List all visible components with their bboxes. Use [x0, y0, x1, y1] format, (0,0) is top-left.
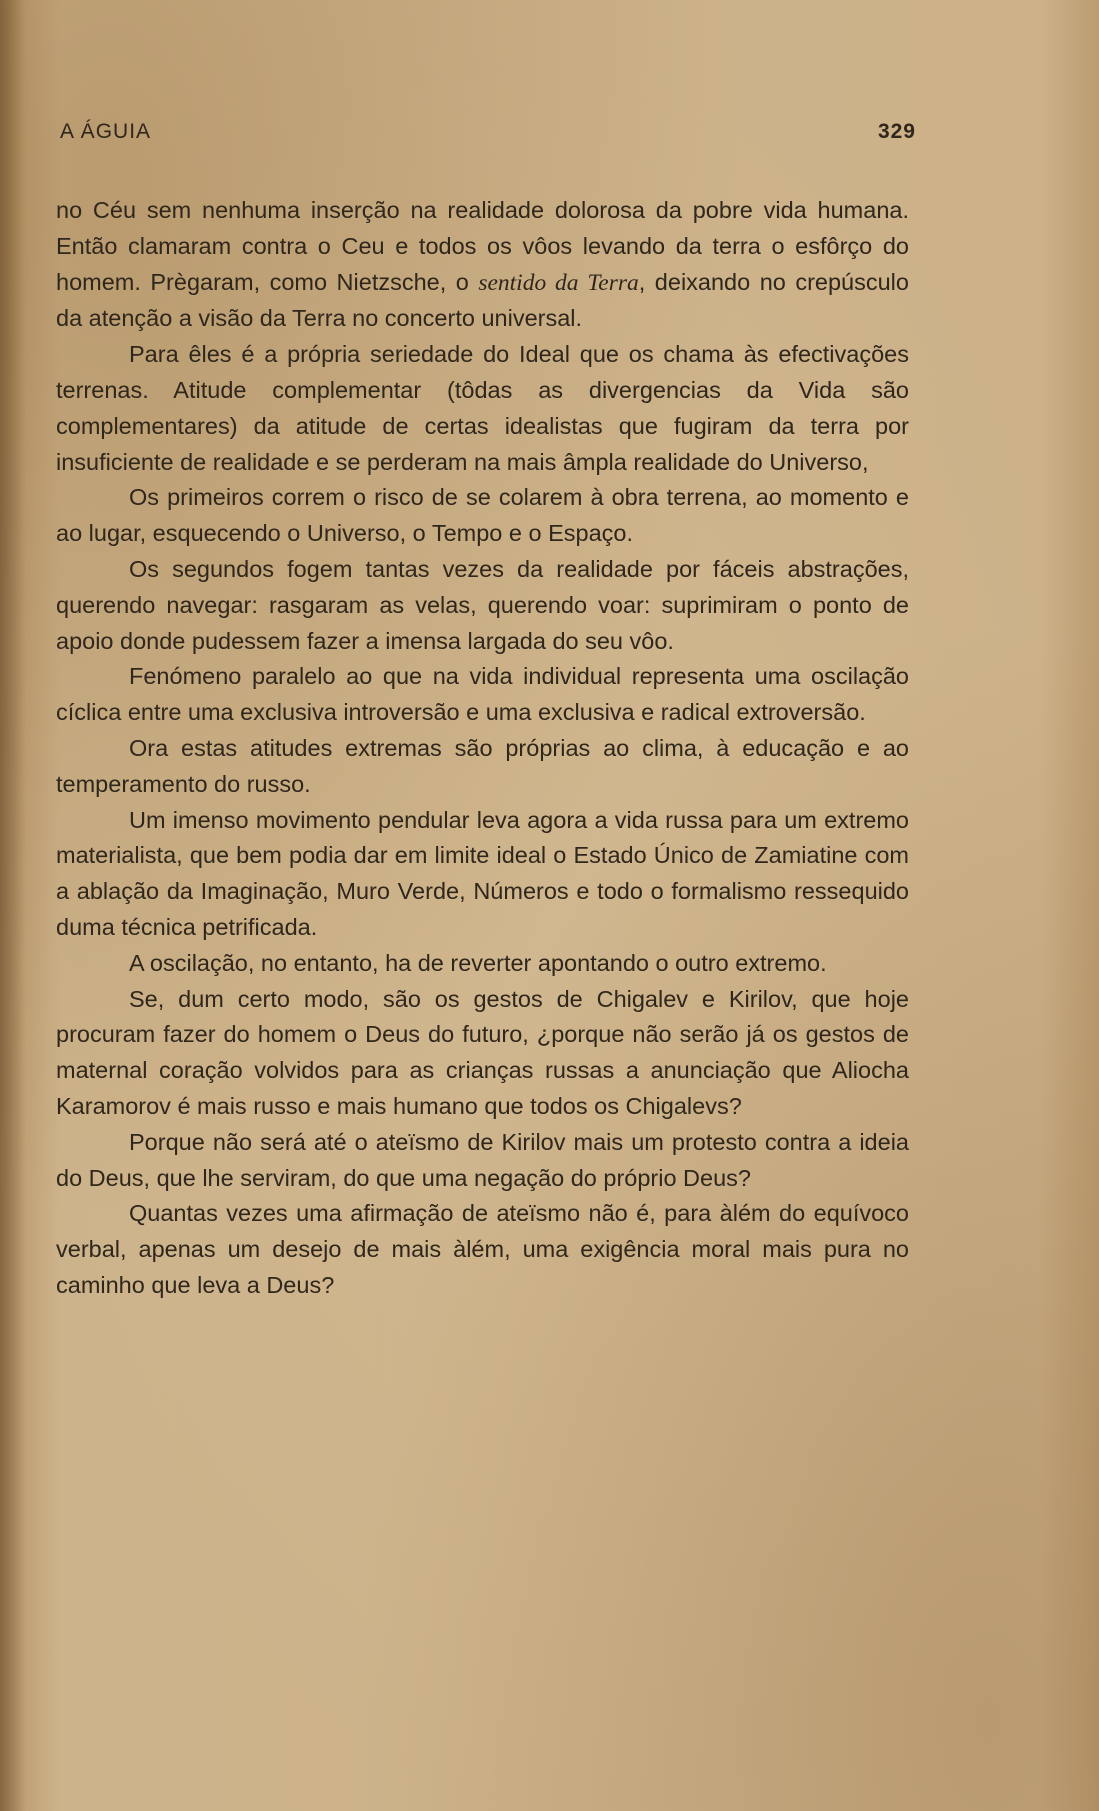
paragraph-4: Os segundos fogem tantas vezes da realidade por fáceis abstrações, querendo navegar: rasgaram as velas, querendo voar: suprimiram o ponto de apoio donde pudessem fazer a imensa largada do seu vôo. [56, 555, 909, 654]
running-head [60, 120, 916, 154]
journal-title: A ÁGUIA [60, 120, 152, 143]
paragraph-1 [56, 193, 909, 337]
paragraph-1-start: no Céu sem nenhuma inserção na realidade dolorosa da pobre vida humana. Então clamaram contra o Ceu e todos os vôos levando da terra o esfôrço do homem. Prègaram, como Nietzsche, o [56, 197, 909, 295]
paragraph-11: Quantas vezes uma afirmação de ateïsmo não é, para àlém do equívoco verbal, apenas um desejo de mais àlém, uma exigência moral mais pura no caminho que leva a Deus? [56, 1200, 909, 1298]
paragraph-7: Um imenso movimento pendular leva agora a vida russa para um extremo materialista, que bem podia dar em limite ideal o Estado Único de Zamiatine com a ablação da Imaginação, Muro Verde, Números e todo o formalismo ressequido duma técnica petrificada. [56, 806, 909, 940]
paragraph-5: Fenómeno paralelo ao que na vida individual representa uma oscilação cíclica entre uma exclusiva introversão e uma exclusiva e radical extroversão. [56, 663, 909, 726]
article-body [56, 193, 909, 1304]
page-edge-shadow [0, 0, 26, 1811]
paragraph-6: Ora estas atitudes extremas são próprias ao clima, à educação e ao temperamento do russo. [56, 734, 909, 797]
paragraph-8: A oscilação, no entanto, ha de reverter apontando o outro extremo. [129, 949, 827, 976]
paragraph-2: Para êles é a própria seriedade do Ideal que os chama às efectivações terrenas. Atitude complementar (tôdas as divergencias da Vida são complementares) da atitude de certas idealistas que fugiram da terra por insuficiente de realidade e se perderam na mais âmpla realidade do Universo, [56, 341, 909, 475]
paragraph-1-end: , deixando no crepúsculo da atenção a visão da Terra no concerto universal. [56, 268, 909, 332]
emphasis-sentido-da-terra: sentido da Terra [478, 269, 639, 296]
page-number: 329 [877, 120, 916, 143]
paragraph-9: Se, dum certo modo, são os gestos de Chigalev e Kirilov, que hoje procuram fazer do homem o Deus do futuro, ¿porque não serão já os gestos de maternal coração volvidos para as crianças russas a anunciação que Aliocha Karamorov é mais russo e mais humano que todos os Chigalevs? [56, 985, 909, 1119]
paragraph-10: Porque não será até o ateïsmo de Kirilov mais um protesto contra a ideia do Deus, que lhe serviram, do que uma negação do próprio Deus? [56, 1128, 909, 1191]
paragraph-3: Os primeiros correm o risco de se colarem à obra terrena, ao momento e ao lugar, esquecendo o Universo, o Tempo e o Espaço. [56, 484, 909, 547]
